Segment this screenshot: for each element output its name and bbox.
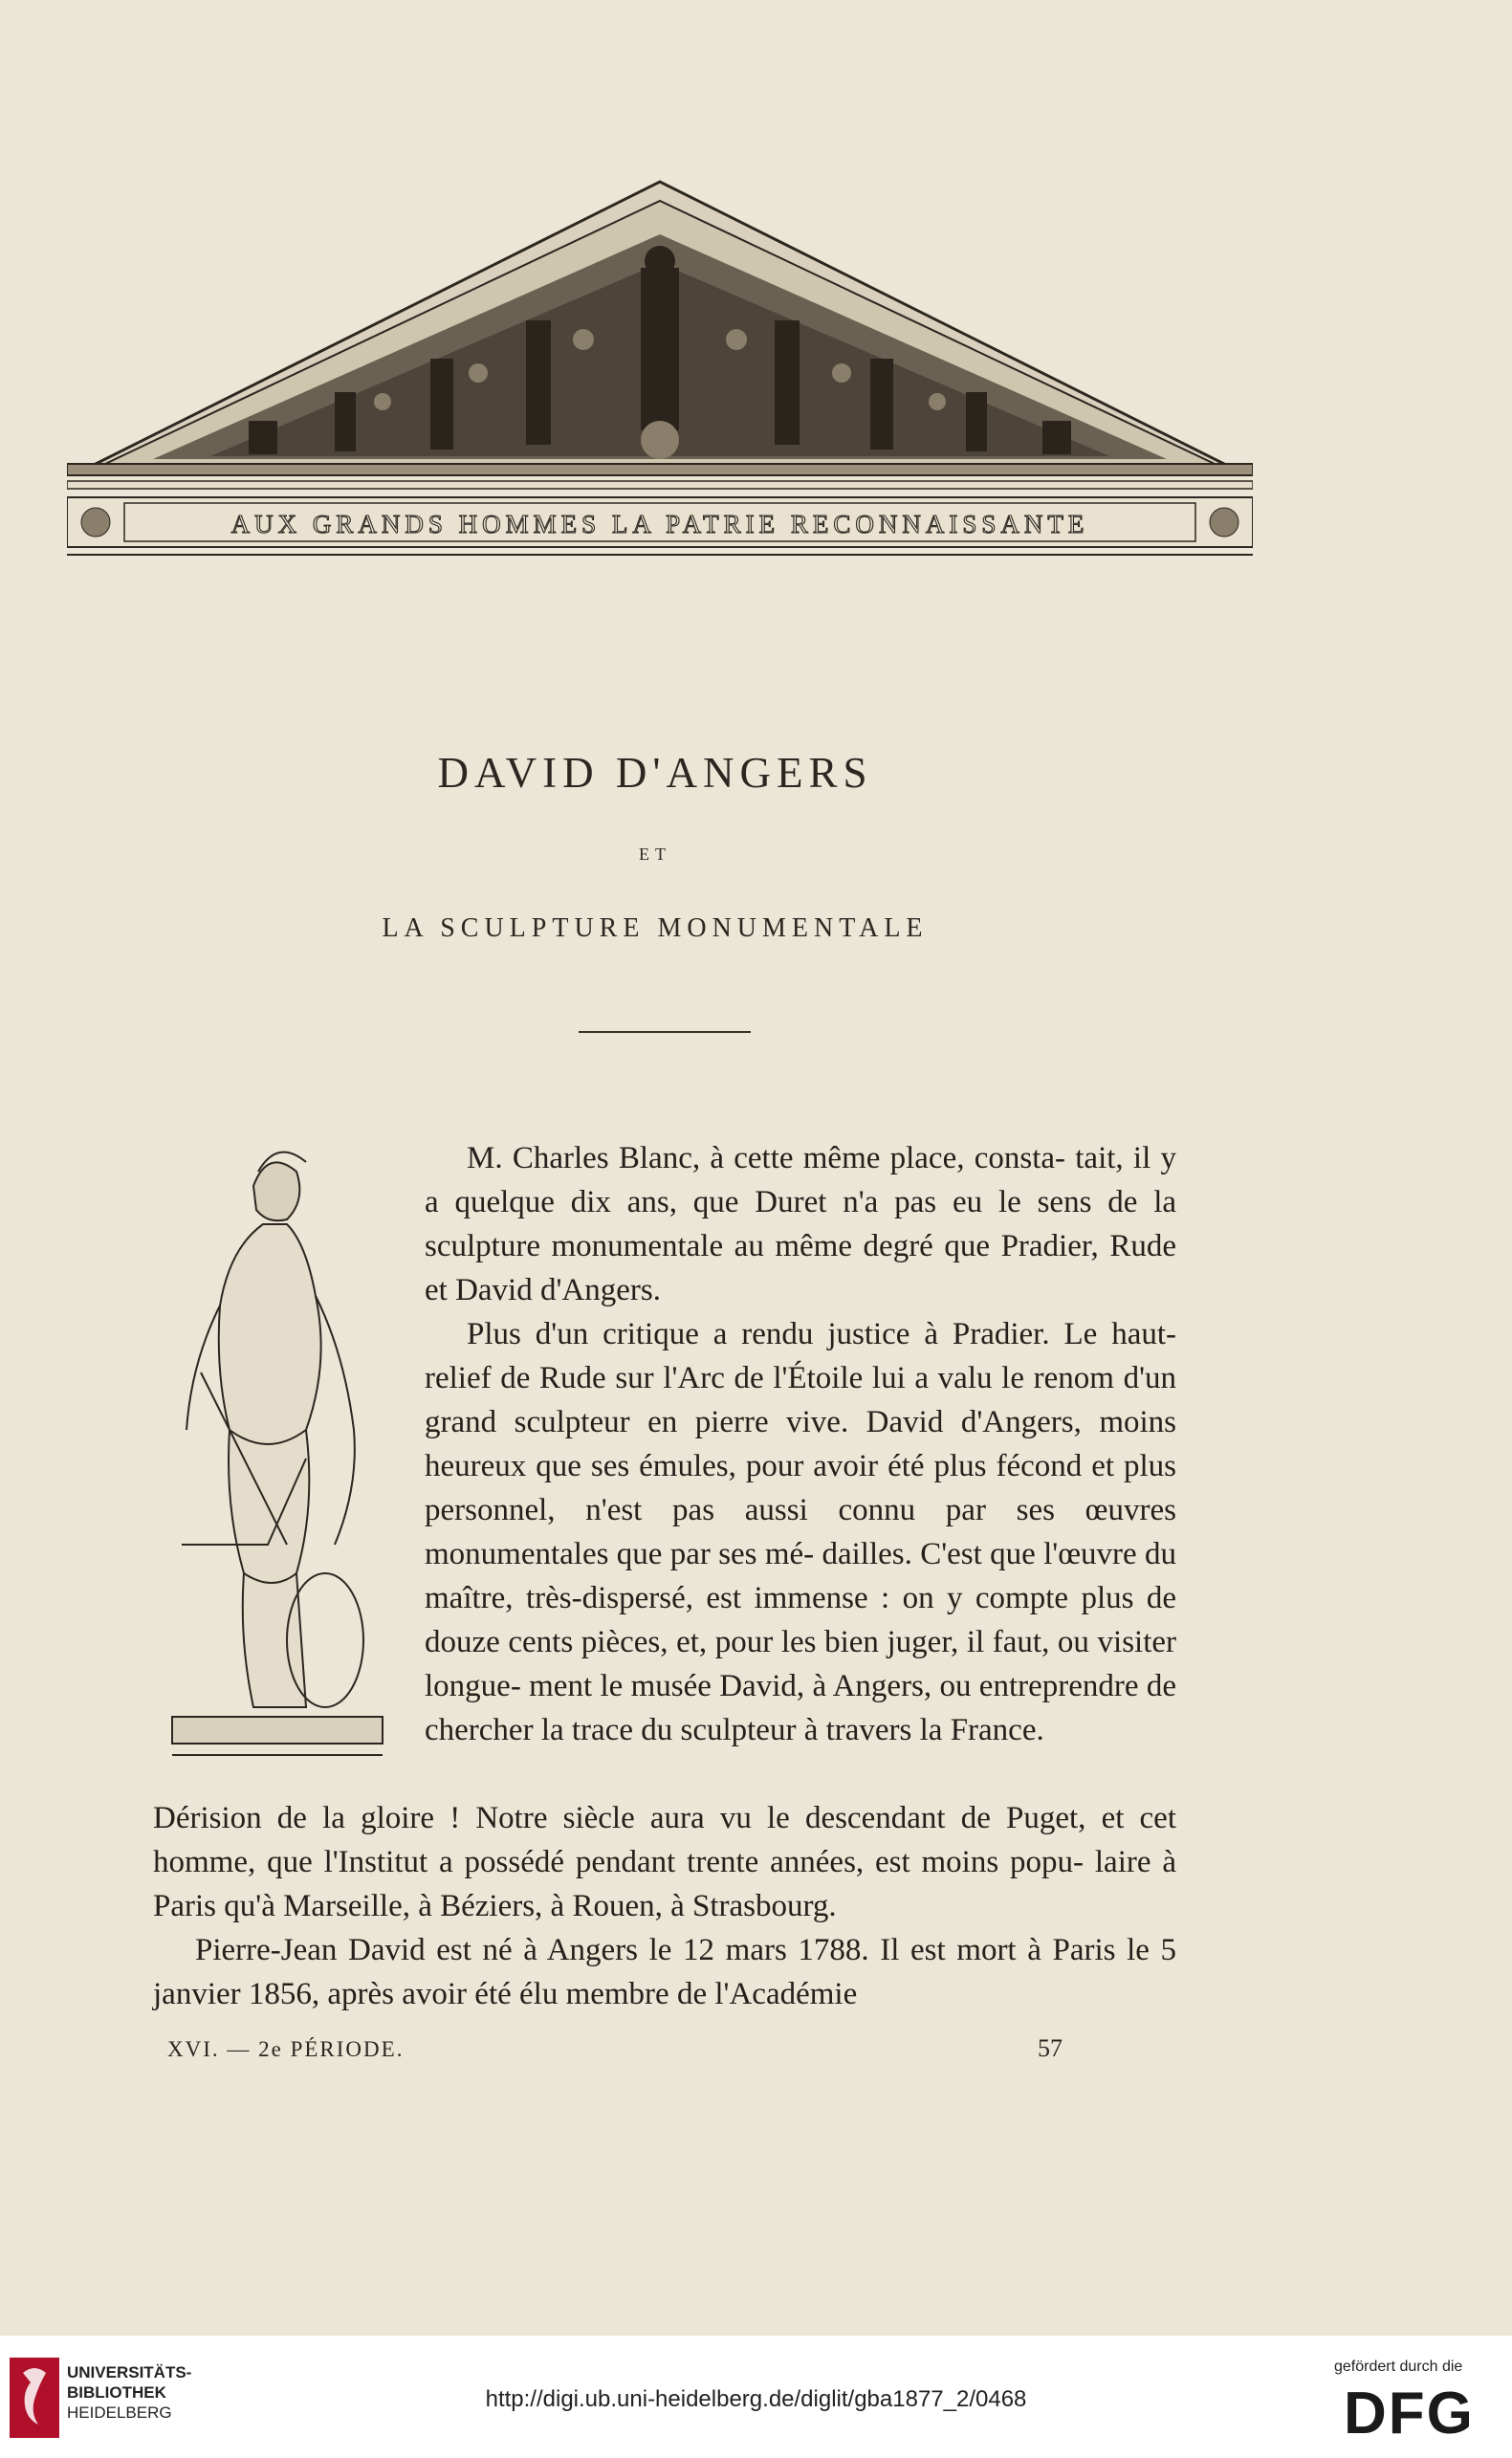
pediment-engraving: [67, 177, 1253, 583]
title-conjunction: ET: [639, 845, 671, 864]
article-title: DAVID D'ANGERS: [437, 749, 873, 797]
text-line: homme, que l'Institut a possédé pendant trente années, est moins popu-: [153, 1845, 1085, 1879]
text-line: Dérision de la gloire ! Notre siècle aura vu le descendant de Puget, et cet: [153, 1801, 1176, 1835]
text-line: Pierre-Jean David est né à Angers le 12 mars 1788. Il est mort à: [195, 1933, 1041, 1967]
text-line: été plus fécond et plus personnel, n'est pas aussi: [425, 1449, 1176, 1527]
body-text-full-width: [153, 1796, 1176, 2016]
warrior-statue-illustration: [163, 1143, 392, 1784]
text-line: d'Angers, moins heureux que ses émules, pour avoir: [425, 1405, 1177, 1483]
article-subtitle: LA SCULPTURE MONUMENTALE: [382, 913, 929, 943]
permalink-url[interactable]: http://digi.ub.uni-heidelberg.de/diglit/gba1877_2/0468: [485, 2386, 1027, 2412]
text-line: le sens de la sculpture monumentale au même degré: [425, 1185, 1177, 1263]
text-line: dailles. C'est que l'œuvre du maître, très-dispersé,: [425, 1537, 1176, 1615]
text-line: est immense : on y compte plus de douze cents pièces,: [425, 1581, 1177, 1659]
text-line: Paris le 5 janvier 1856, après avoir été élu membre de l'Académie: [153, 1933, 1176, 2011]
funding-note: gefördert durch die: [1334, 2359, 1463, 2375]
institution-line: UNIVERSITÄTS-: [67, 2363, 192, 2381]
footer-signature-number: 57: [1038, 2034, 1063, 2062]
paragraph-1: [425, 1136, 1176, 1312]
footer-volume-period: XVI. — 2e PÉRIODE.: [167, 2037, 405, 2061]
body-text-beside-figure: [425, 1136, 1176, 1752]
title-divider: [579, 1031, 751, 1033]
institution-line: HEIDELBERG: [67, 2403, 172, 2422]
text-line: ment le musée David, à Angers, ou entreprendre de: [529, 1669, 1176, 1703]
text-line: Plus d'un critique a rendu justice à Pradier. Le: [467, 1317, 1098, 1351]
text-line: le renom d'un grand sculpteur en pierre vive. David: [425, 1361, 1177, 1439]
text-line: que Pradier, Rude et David d'Angers.: [425, 1229, 1176, 1307]
text-line: et, pour les bien juger, il faut, ou visiter longue-: [425, 1625, 1177, 1703]
text-line: M. Charles Blanc, à cette même place, consta-: [467, 1141, 1066, 1175]
text-line: laire à Paris qu'à Marseille, à Béziers, à Rouen, à Strasbourg.: [153, 1845, 1177, 1923]
dfg-logo: DFG: [1344, 2381, 1475, 2447]
pediment-inscription: AUX GRANDS HOMMES LA PATRIE RECONNAISSANTE: [230, 510, 1089, 538]
text-line: connu par ses œuvres monumentales que par ses mé-: [425, 1493, 1176, 1571]
paragraph-3: [153, 1928, 1176, 2016]
text-line: chercher la trace du sculpteur à travers la France.: [425, 1713, 1044, 1747]
text-line: haut-relief de Rude sur l'Arc de l'Étoile lui a valu: [425, 1317, 1176, 1395]
text-line: tait, il y a quelque dix ans, que Duret n'a pas eu: [425, 1141, 1176, 1219]
paragraph-2-continued: [153, 1796, 1176, 1928]
institution-line: BIBLIOTHEK: [67, 2383, 166, 2402]
paragraph-2: [425, 1312, 1176, 1752]
